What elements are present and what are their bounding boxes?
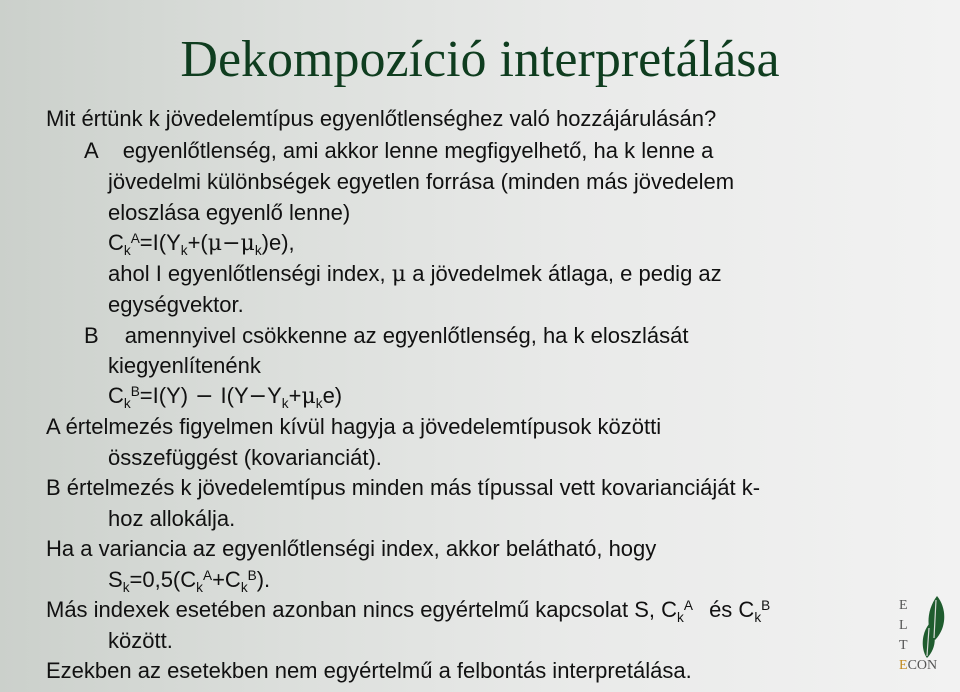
logo-letter: T: [899, 638, 908, 653]
text-line: Ha a variancia az egyenlőtlenségi index, akkor belátható, hogy: [46, 536, 657, 561]
formula-a: $C_k^A=I(Y_k+(\mu-\mu_k)e)$,: [108, 230, 295, 258]
text-line: Mit értünk k jövedelemtípus egyenlőtlenséghez való hozzájárulásán?: [46, 106, 717, 131]
text-line: A egyenlőtlenség, ami akkor lenne megfigyelhető, ha k lenne a: [84, 138, 714, 163]
leaf-icon: [917, 594, 951, 662]
text-line: B amennyivel csökkenne az egyenlőtlenség, ha k eloszlását: [84, 323, 689, 348]
logo-letter: ECON: [899, 658, 938, 673]
text-line: jövedelmi különbségek egyetlen forrása (minden más jövedelem: [108, 169, 735, 194]
slide-title: Dekompozíció interpretálása: [180, 31, 780, 88]
logo-letter: L: [899, 618, 908, 633]
text-line: ahol I egyenlőtlenségi index, μ a jövedelmek átlaga, e pedig az: [108, 261, 722, 287]
formula-b: $C_k^B=I(Y) - I(Y-Y_k+\mu_ke)$: [108, 383, 343, 411]
text-line: A értelmezés figyelmen kívül hagyja a jövedelemtípusok közötti: [46, 414, 662, 439]
formula-s: $S_k=0,5(C_k^A+C_k^B)$.: [108, 567, 271, 595]
text-line: B értelmezés k jövedelemtípus minden más típussal vett kovarianciáját k-: [46, 475, 761, 500]
text-line: összefüggést (kovarianciát).: [108, 445, 382, 470]
text-line: között.: [108, 628, 173, 653]
text-line: eloszlása egyenlő lenne): [108, 200, 351, 225]
text-line: hoz allokálja.: [108, 506, 236, 531]
text-line: egységvektor.: [108, 292, 244, 317]
elte-econ-logo: [893, 592, 953, 688]
text-line: Más indexek esetében azonban nincs egyértelmű kapcsolat S, $C_k^A$ és $C_k^B$: [46, 597, 771, 625]
logo-letter: E: [899, 598, 908, 613]
text-line: Ezekben az esetekben nem egyértelmű a felbontás interpretálása.: [46, 658, 692, 683]
text-line: kiegyenlítenénk: [108, 353, 261, 378]
